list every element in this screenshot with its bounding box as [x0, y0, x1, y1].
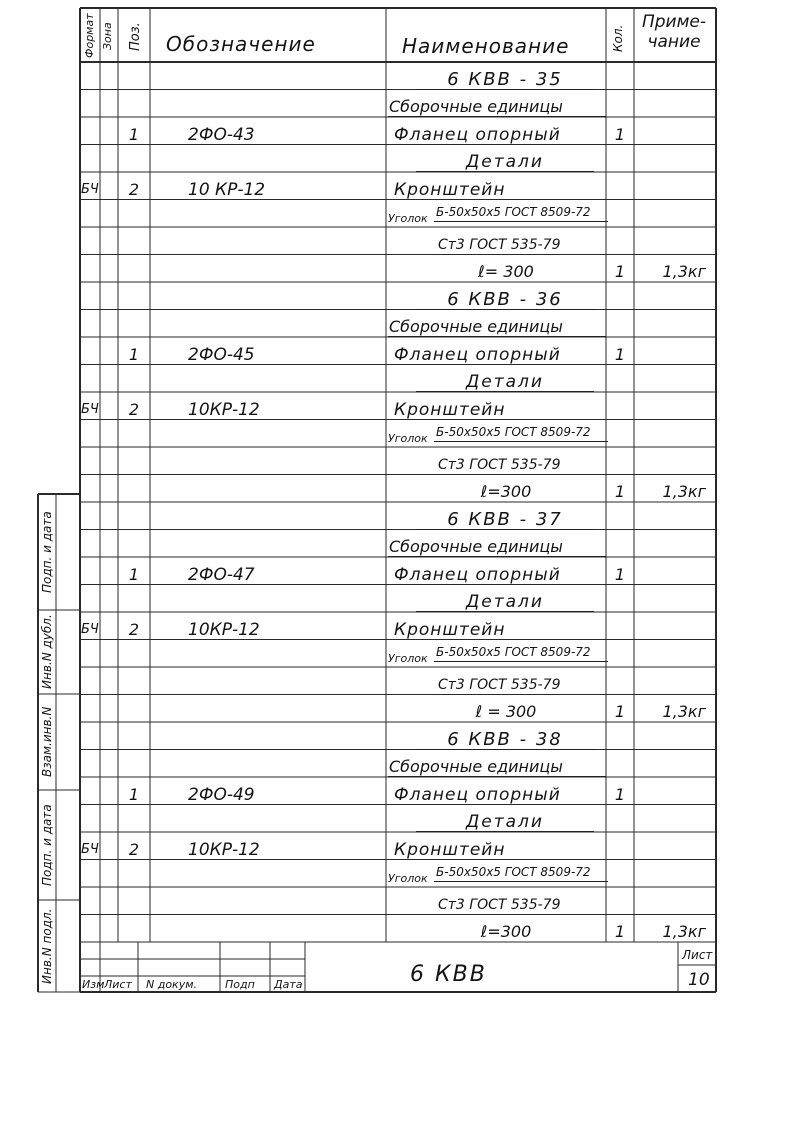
- row-name: Сборочные единицы: [388, 318, 606, 337]
- row-name-prefix: Уголок: [388, 872, 428, 885]
- row-name: Фланец опорный: [394, 564, 561, 585]
- row-qty: 1: [614, 702, 626, 721]
- row-note: 1,3кг: [662, 702, 706, 721]
- header-pos: Поз.: [128, 22, 143, 52]
- header-zone: Зона: [101, 22, 114, 50]
- row-name: Сборочные единицы: [388, 758, 606, 777]
- row-pos: 2: [128, 619, 140, 639]
- row-name: Детали: [416, 813, 594, 832]
- row-name: Б-50х50х5 ГОСТ 8509-72: [434, 423, 608, 442]
- row-pos: 1: [128, 344, 140, 364]
- header-designation: Обозначение: [166, 32, 316, 56]
- title-block-col-change: Изм: [82, 978, 105, 991]
- row-name: Кронштейн: [394, 619, 506, 640]
- row-qty: 1: [614, 564, 626, 584]
- row-format: БЧ: [81, 401, 99, 417]
- row-name: 6 КВВ - 36: [416, 291, 594, 310]
- row-designation: 10 КР-12: [188, 179, 266, 200]
- row-name: Кронштейн: [394, 179, 506, 200]
- row-name: Фланец опорный: [394, 344, 561, 365]
- row-name: Ст3 ГОСТ 535-79: [438, 236, 561, 253]
- row-qty: 1: [614, 262, 626, 281]
- title-block-col-date: Дата: [274, 978, 303, 991]
- row-name: ℓ= 300: [478, 262, 534, 281]
- row-designation: 10КР-12: [188, 619, 260, 640]
- row-name: Фланец опорный: [394, 124, 561, 145]
- row-pos: 2: [128, 839, 140, 859]
- side-stamp-label: Подп. и дата: [40, 511, 54, 593]
- row-qty: 1: [614, 922, 626, 941]
- row-pos: 1: [128, 784, 140, 804]
- row-name: 6 КВВ - 38: [416, 731, 594, 750]
- row-name: Фланец опорный: [394, 784, 561, 805]
- row-format: БЧ: [81, 181, 99, 197]
- side-stamp-label: Подп. и дата: [40, 804, 54, 886]
- title-block-sheet-label: Лист: [682, 948, 713, 962]
- row-designation: 2ФО-47: [188, 564, 255, 585]
- row-designation: 2ФО-45: [188, 344, 255, 365]
- side-stamp-label: Взам.инв.N: [40, 706, 54, 778]
- row-qty: 1: [614, 482, 626, 501]
- header-name: Наименование: [402, 34, 570, 58]
- title-block-col-sheet: Лист: [104, 978, 132, 991]
- row-name: Сборочные единицы: [388, 98, 606, 117]
- row-pos: 2: [128, 179, 140, 199]
- side-stamp-label: Инв.N подл.: [40, 908, 54, 984]
- row-name: ℓ=300: [480, 482, 532, 501]
- row-format: БЧ: [81, 621, 99, 637]
- row-name: Ст3 ГОСТ 535-79: [438, 456, 561, 473]
- title-block-sheet-number: 10: [688, 970, 710, 990]
- title-block-code: 6 КВВ: [410, 962, 487, 987]
- row-name: ℓ = 300: [475, 702, 537, 721]
- header-qty: Кол.: [611, 24, 625, 52]
- side-stamp-label: Инв.N дубл.: [40, 614, 54, 690]
- row-qty: 1: [614, 784, 626, 804]
- row-qty: 1: [614, 124, 626, 144]
- row-name: 6 КВВ - 35: [416, 71, 594, 90]
- title-block-col-sign: Подп: [225, 978, 255, 991]
- row-name-prefix: Уголок: [388, 432, 428, 445]
- row-name: Кронштейн: [394, 399, 506, 420]
- row-name: Детали: [416, 153, 594, 172]
- row-name: Детали: [416, 593, 594, 612]
- row-designation: 10КР-12: [188, 839, 260, 860]
- row-note: 1,3кг: [662, 482, 706, 501]
- title-block-col-doc-no: N докум.: [146, 978, 198, 991]
- row-name: ℓ=300: [480, 922, 532, 941]
- row-name: Кронштейн: [394, 839, 506, 860]
- row-note: 1,3кг: [662, 262, 706, 281]
- row-name: 6 КВВ - 37: [416, 511, 594, 530]
- row-name: Ст3 ГОСТ 535-79: [438, 896, 561, 913]
- header-format: Формат: [83, 13, 96, 59]
- header-note-line1: Приме-: [641, 12, 707, 32]
- row-name-prefix: Уголок: [388, 652, 428, 665]
- row-name: Б-50х50х5 ГОСТ 8509-72: [434, 643, 608, 662]
- row-designation: 2ФО-49: [188, 784, 255, 805]
- header-note: [635, 12, 713, 52]
- row-pos: 2: [128, 399, 140, 419]
- row-name: Б-50х50х5 ГОСТ 8509-72: [434, 203, 608, 222]
- header-note-line2: чание: [647, 32, 701, 52]
- row-name: Сборочные единицы: [388, 538, 606, 557]
- row-qty: 1: [614, 344, 626, 364]
- row-name: Б-50х50х5 ГОСТ 8509-72: [434, 863, 608, 882]
- row-name: Ст3 ГОСТ 535-79: [438, 676, 561, 693]
- row-note: 1,3кг: [662, 922, 706, 941]
- row-pos: 1: [128, 564, 140, 584]
- row-name: Детали: [416, 373, 594, 392]
- row-designation: 10КР-12: [188, 399, 260, 420]
- row-format: БЧ: [81, 841, 99, 857]
- row-name-prefix: Уголок: [388, 212, 428, 225]
- row-pos: 1: [128, 124, 140, 144]
- row-designation: 2ФО-43: [188, 124, 255, 145]
